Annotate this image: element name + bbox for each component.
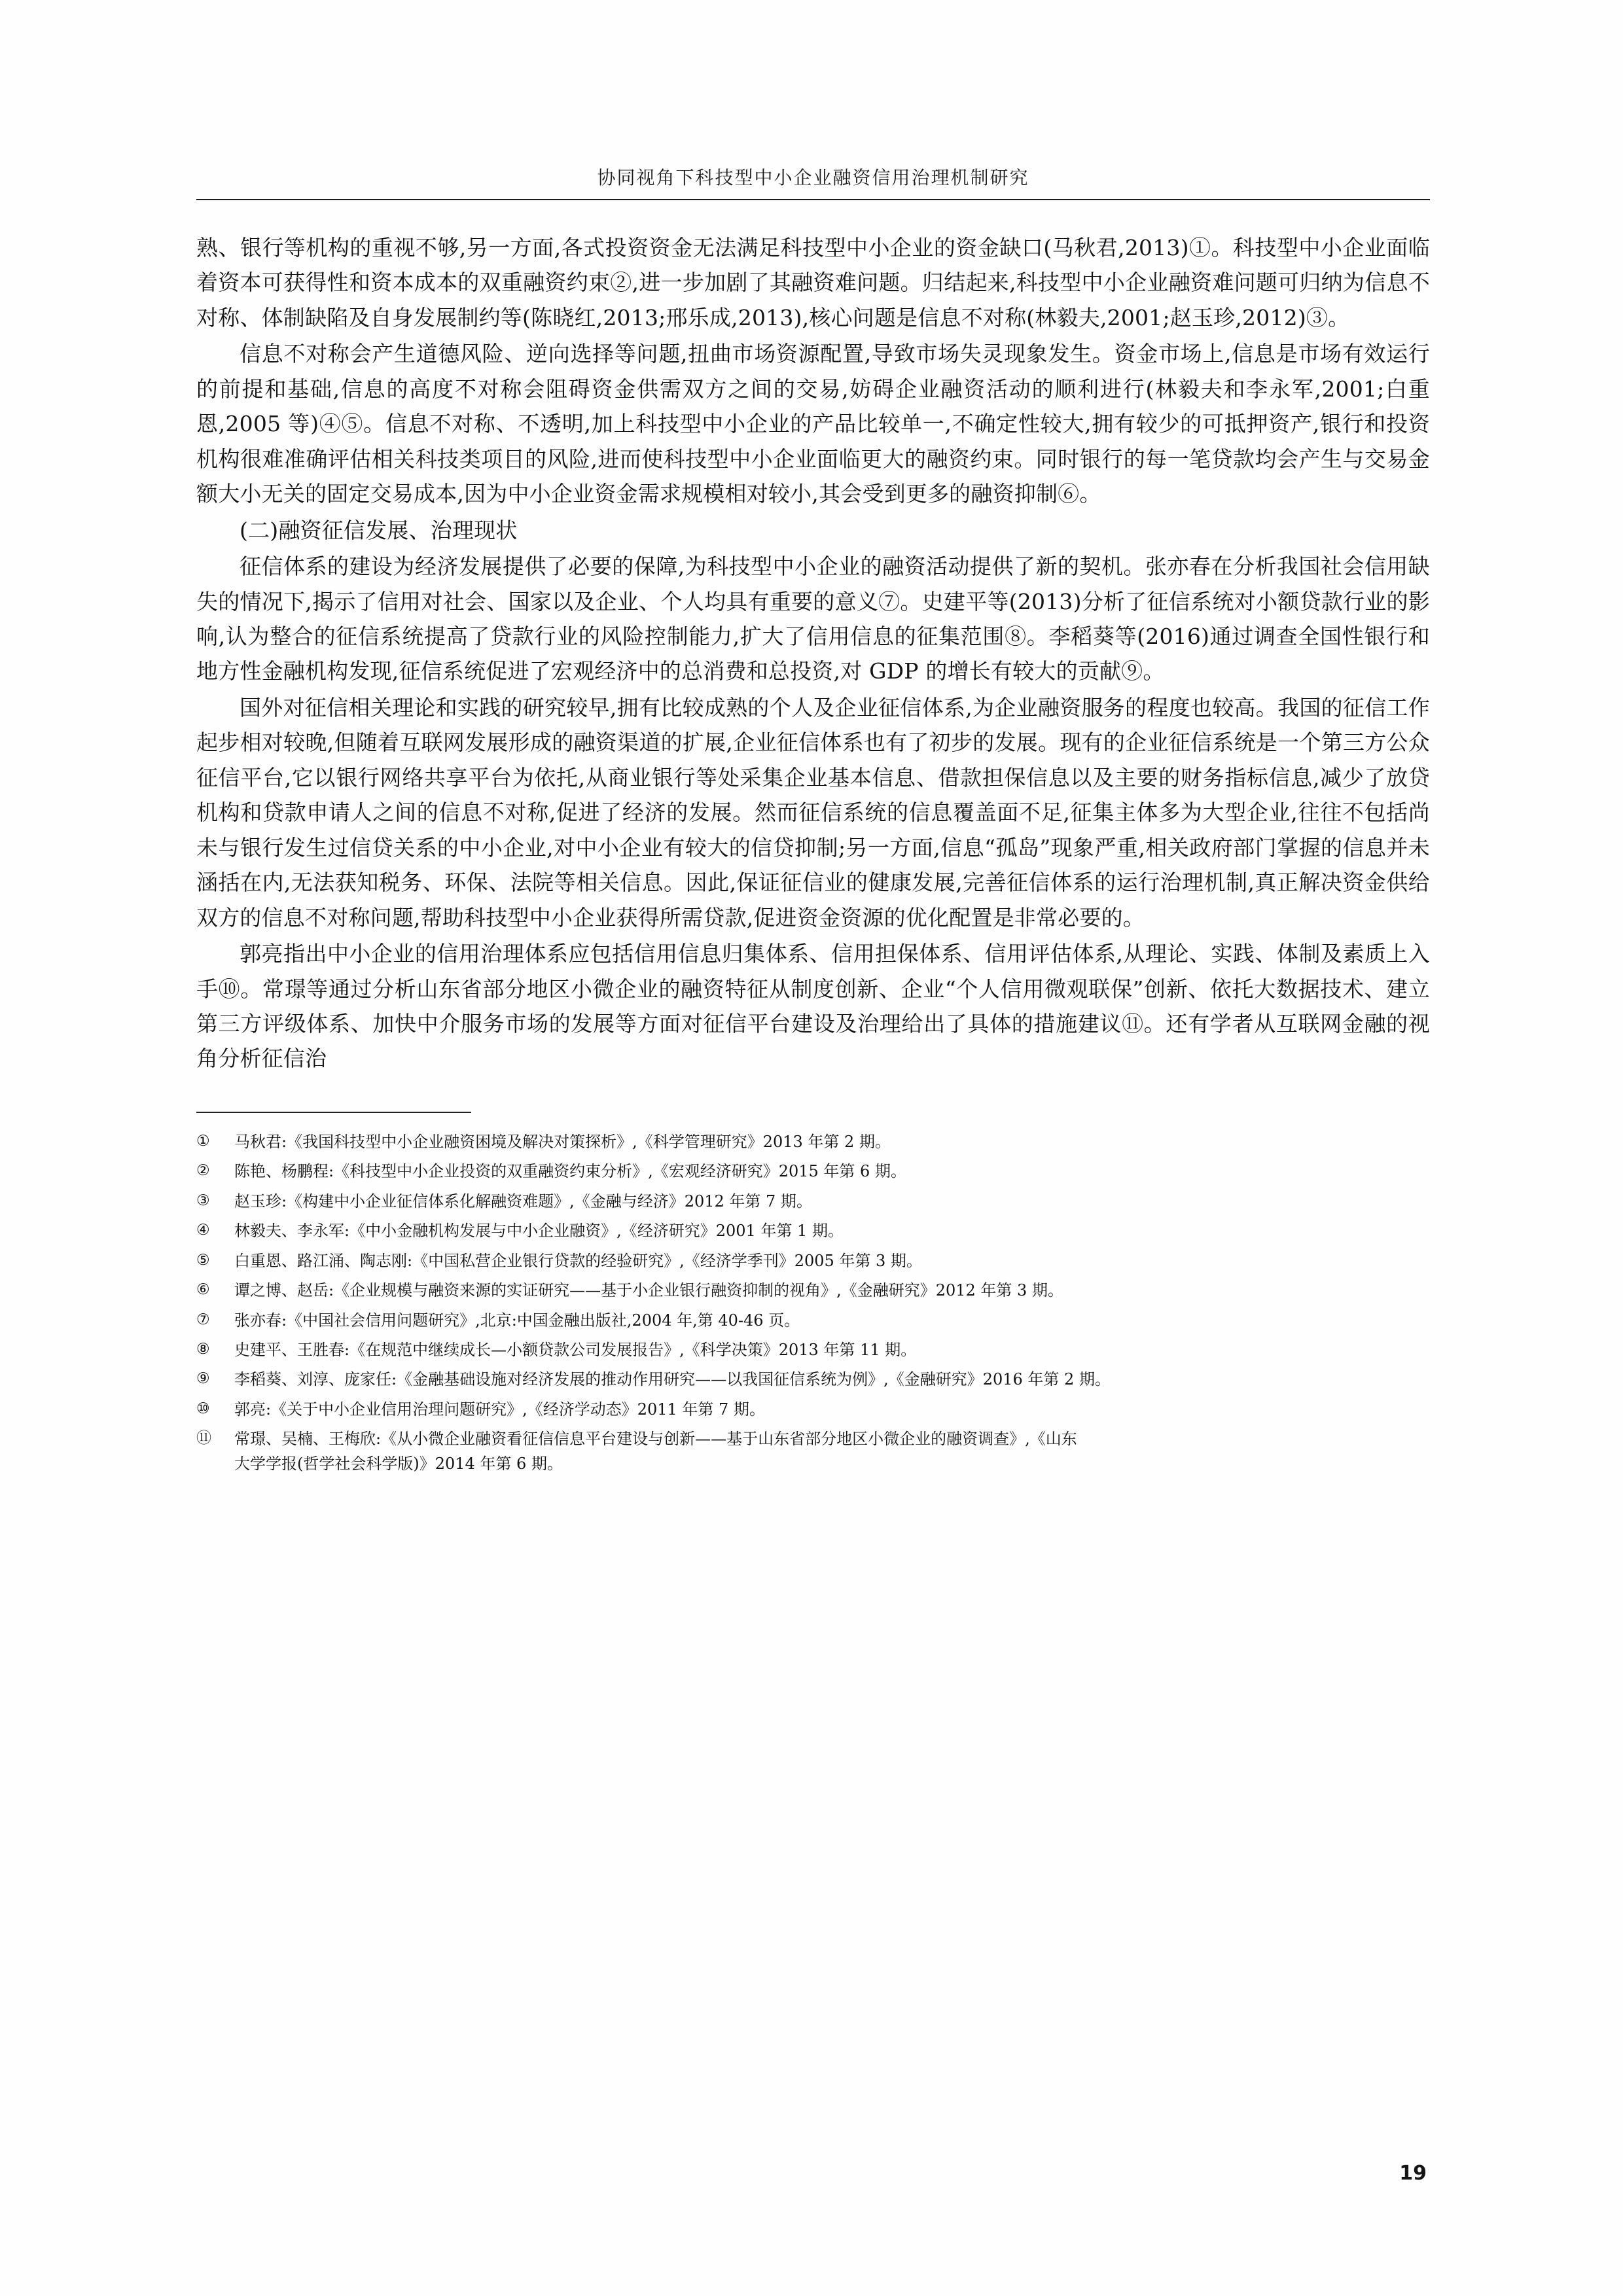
footnote-marker: ⑦ bbox=[196, 1311, 210, 1328]
footnote-text: 郭亮:《关于中小企业信用治理问题研究》,《经济学动态》2011 年第 7 期。 bbox=[234, 1400, 765, 1419]
paragraph-1: 熟、银行等机构的重视不够,另一方面,各式投资资金无法满足科技型中小企业的资金缺口(马秋君,2013)①。科技型中小企业面临着资本可获得性和资本成本的双重融资约束②,进一步加剧了其融资难问题。归结起来,科技型中小企业融资难问题可归纳为信息不对称、体制缺陷及自身发展制约等(陈晓红,2013;邢乐成,2013),核心问题是信息不对称(林毅夫,2001;赵玉珍,2012)③。 bbox=[196, 235, 1430, 330]
footnote-text: 马秋君:《我国科技型中小企业融资困境及解决对策探析》,《科学管理研究》2013 年第 2 期。 bbox=[234, 1132, 891, 1151]
footnote-text-continuation: 大学学报(哲学社会科学版)》2014 年第 6 期。 bbox=[234, 1454, 563, 1473]
footnote-text: 谭之博、赵岳:《企业规模与融资来源的实证研究——基于小企业银行融资抑制的视角》,《金融研究》2012 年第 3 期。 bbox=[234, 1281, 1063, 1300]
footnote-text: 李稻葵、刘淳、庞家任:《金融基础设施对经济发展的推动作用研究——以我国征信系统为例》,《金融研究》2016 年第 2 期。 bbox=[234, 1370, 1111, 1389]
footnote-item bbox=[196, 1398, 1430, 1422]
footnote-marker: ⑧ bbox=[196, 1340, 210, 1358]
footnote-text: 白重恩、路江涌、陶志刚:《中国私营企业银行贷款的经验研究》,《经济学季刊》2005 年第 3 期。 bbox=[234, 1251, 922, 1270]
footnote-item bbox=[196, 1279, 1430, 1303]
footnote-text: 赵玉珍:《构建中小企业征信体系化解融资难题》,《金融与经济》2012 年第 7 期。 bbox=[234, 1192, 812, 1210]
footnote-marker: ③ bbox=[196, 1192, 210, 1209]
footnote-marker: ⑥ bbox=[196, 1281, 210, 1299]
footnote-text bbox=[234, 1427, 1430, 1476]
footnote-item bbox=[196, 1130, 1430, 1154]
section-heading-2: (二)融资征信发展、治理现状 bbox=[240, 517, 518, 543]
footnote-marker: ⑪ bbox=[196, 1430, 211, 1447]
footnote-text: 林毅夫、李永军:《中小金融机构发展与中小企业融资》,《经济研究》2001 年第 1 期。 bbox=[234, 1222, 844, 1241]
footnote-item bbox=[196, 1159, 1430, 1184]
footnote-item bbox=[196, 1309, 1430, 1333]
footnote-item bbox=[196, 1427, 1430, 1476]
footnote-item bbox=[196, 1249, 1430, 1273]
paragraph-3: 征信体系的建设为经济发展提供了必要的保障,为科技型中小企业的融资活动提供了新的契机。张亦春在分析我国社会信用缺失的情况下,揭示了信用对社会、国家以及企业、个人均具有重要的意义⑦。史建平等(2013)分析了征信系统对小额贷款行业的影响,认为整合的征信系统提高了贷款行业的风险控制能力,扩大了信用信息的征集范围⑧。李稻葵等(2016)通过调查全国性银行和地方性金融机构发现,征信系统促进了宏观经济中的总消费和总投资,对 GDP 的增长有较大的贡献⑨。 bbox=[196, 554, 1430, 684]
footnote-text: 史建平、王胜春:《在规范中继续成长—小额贷款公司发展报告》,《科学决策》2013 年第 11 期。 bbox=[234, 1340, 917, 1359]
footnote-marker: ④ bbox=[196, 1222, 210, 1239]
paragraph-4: 国外对征信相关理论和实践的研究较早,拥有比较成熟的个人及企业征信体系,为企业融资服务的程度也较高。我国的征信工作起步相对较晚,但随着互联网发展形成的融资渠道的扩展,企业征信体系也有了初步的发展。现有的企业征信系统是一个第三方公众征信平台,它以银行网络共享平台为依托,从商业银行等处采集企业基本信息、借款担保信息以及主要的财务指标信息,减少了放贷机构和贷款申请人之间的信息不对称,促进了经济的发展。然而征信系统的信息覆盖面不足,征集主体多为大型企业,往往不包括尚未与银行发生过信贷关系的中小企业,对中小企业有较大的信贷抑制;另一方面,信息“孤岛”现象严重,相关政府部门掌握的信息并未涵括在内,无法获知税务、环保、法院等相关信息。因此,保证征信业的健康发展,完善征信体系的运行治理机制,真正解决资金供给双方的信息不对称问题,帮助科技型中小企业获得所需贷款,促进资金资源的优化配置是非常必要的。 bbox=[196, 694, 1430, 930]
paragraph-5: 郭亮指出中小企业的信用治理体系应包括信用信息归集体系、信用担保体系、信用评估体系,从理论、实践、体制及素质上入手⑩。常璟等通过分析山东省部分地区小微企业的融资特征从制度创新、企业“个人信用微观联保”创新、依托大数据技术、建立第三方评级体系、加快中介服务市场的发展等方面对征信平台建设及治理给出了具体的措施建议⑪。还有学者从互联网金融的视角分析征信治 bbox=[196, 941, 1430, 1072]
footnote-text-line-1: 常璟、吴楠、王梅欣:《从小微企业融资看征信信息平台建设与创新——基于山东省部分地区小微企业的融资调查》,《山东 bbox=[234, 1430, 1077, 1449]
footnote-marker: ⑤ bbox=[196, 1251, 210, 1269]
footnote-divider bbox=[196, 1112, 471, 1113]
footnote-item bbox=[196, 1368, 1430, 1392]
footnote-marker: ② bbox=[196, 1162, 210, 1180]
footnote-item bbox=[196, 1219, 1430, 1243]
page-content bbox=[196, 164, 1430, 1481]
paragraph-2: 信息不对称会产生道德风险、逆向选择等问题,扭曲市场资源配置,导致市场失灵现象发生。资金市场上,信息是市场有效运行的前提和基础,信息的高度不对称会阻碍资金供需双方之间的交易,妨碍企业融资活动的顺利进行(林毅夫和李永军,2001;白重恩,2005 等)④⑤。信息不对称、不透明,加上科技型中小企业的产品比较单一,不确定性较大,拥有较少的可抵押资产,银行和投资机构很难准确评估相关科技类项目的风险,进而使科技型中小企业面临更大的融资约束。同时银行的每一笔贷款均会产生与交易金额大小无关的固定交易成本,因为中小企业资金需求规模相对较小,其会受到更多的融资抑制⑥。 bbox=[196, 341, 1430, 507]
header-divider bbox=[196, 199, 1430, 200]
footnote-item bbox=[196, 1338, 1430, 1362]
footnote-list bbox=[196, 1130, 1430, 1476]
footnote-marker: ① bbox=[196, 1132, 210, 1150]
footnote-text: 陈艳、杨鹏程:《科技型中小企业投资的双重融资约束分析》,《宏观经济研究》2015 年第 6 期。 bbox=[234, 1162, 906, 1181]
page-number: 19 bbox=[1399, 2162, 1427, 2185]
footnote-item bbox=[196, 1190, 1430, 1214]
footnote-marker: ⑨ bbox=[196, 1370, 210, 1388]
footnote-marker: ⑩ bbox=[196, 1400, 210, 1417]
footnote-text: 张亦春:《中国社会信用问题研究》,北京:中国金融出版社,2004 年,第 40-46 页。 bbox=[234, 1311, 800, 1330]
running-head: 协同视角下科技型中小企业融资信用治理机制研究 bbox=[597, 167, 1029, 188]
